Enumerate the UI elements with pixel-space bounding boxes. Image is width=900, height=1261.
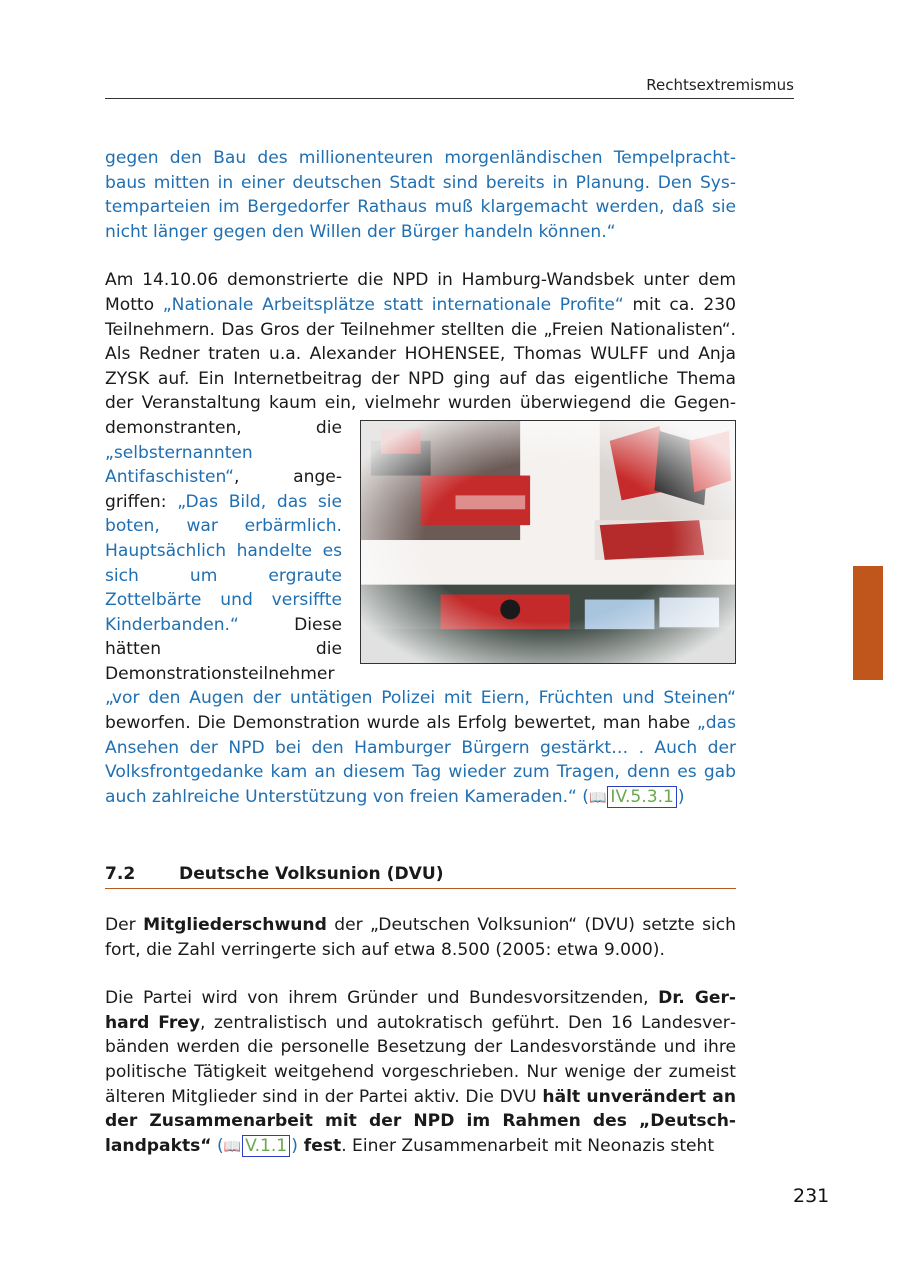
chapter-tab: [853, 566, 883, 680]
page-body: [105, 146, 736, 1159]
body-text: der „Deutschen Volksunion“ (DVU) setzte sich fort, die Zahl verringerte sich auf etwa 8.500 (2005: etwa 9.000).: [105, 915, 736, 960]
running-title: Rechtsextremismus: [646, 76, 794, 94]
membership-paragraph: [105, 913, 736, 962]
book-icon: 📖: [588, 789, 607, 806]
book-icon: 📖: [223, 1138, 242, 1155]
body-text: Am 14.10.06 demonstrierte die NPD in Hamburg-Wandsbek unter dem Motto: [105, 270, 736, 315]
demonstration-paragraph: [105, 268, 736, 810]
body-text: Diese hätten die Demonstrationsteilnehmer: [105, 614, 342, 684]
antifa-quote: „selbsternannten Antifaschisten“: [105, 442, 253, 488]
body-text: , zentralistisch und autokratisch geführt. Den 16 Landesverbänden werden die personelle Besetzung der Landesvorstände und ihre politische Tätigkeit weitgehend vorgeschrieben. Nur wenige der zumeist älteren Mitglieder sind in der Partei aktiv. Die DVU: [105, 1012, 736, 1107]
body-text: Der: [105, 915, 144, 936]
body-text: Die Partei wird von ihrem Gründer und Bundesvorsitzenden,: [105, 988, 659, 1009]
section-heading: [105, 862, 736, 889]
body-text: , angegriffen:: [105, 467, 342, 512]
cross-reference-link[interactable]: V.1.1: [242, 1135, 290, 1157]
header-rule: [105, 98, 794, 99]
quote-paragraph: [105, 146, 736, 244]
page-number: 231: [793, 1185, 830, 1207]
section-number: 7.2: [105, 864, 136, 885]
body-text: beworfen. Die Demonstration wurde als Erfolg bewertet, man habe: [105, 713, 697, 734]
cross-reference-link[interactable]: IV.5.3.1: [607, 786, 676, 808]
emphasis-text: Dr. Gerhard Frey: [105, 988, 736, 1033]
emphasis-text: hält unverändert an der Zusammenarbeit mit der NPD im Rahmen des „Deutschlandpakts“: [105, 1086, 736, 1156]
body-text: mit ca. 230 Teilnehmern. Das Gros der Teilnehmer stellten die „Freien Nationalisten“. Als Redner traten u.a. Alexander HOHENSEE, Thomas WULFF und Anja ZYSK auf. Ein Internetbeitrag der NPD ging auf das eigentliche Thema der Veranstaltung kaum ein, vielmehr wurden überwiegend die Gegendemonstranten, die: [105, 294, 736, 438]
ref-bracket: ): [677, 786, 685, 807]
ref-bracket: ): [291, 1135, 298, 1156]
cross-reference: [212, 1136, 298, 1156]
image-quote: „Das Bild, das sie boten, war erbärmlich. Hauptsächlich handelte es sich um ergraute Zottelbärte und versiffte Kinderbanden.“: [105, 491, 342, 635]
motto-quote: „Nationale Arbeitsplätze statt internationale Profite“: [162, 294, 624, 315]
emphasis-text: fest: [297, 1135, 342, 1156]
police-quote: „vor den Augen der untätigen Polizei mit Eiern, Früchten und Steinen“: [105, 688, 736, 709]
success-quote: „das Ansehen der NPD bei den Hamburger Bürgern gestärkt… . Auch der Volksfrontgedanke kam an diesem Tag wieder zum Tragen, denn es gab auch zahlreiche Unterstützung von freien Kameraden.“: [105, 713, 736, 807]
leadership-paragraph: [105, 986, 736, 1159]
ref-bracket: (: [576, 786, 589, 807]
body-text: . Einer Zusammenarbeit mit Neonazis steht: [341, 1135, 715, 1156]
ref-bracket: (: [211, 1135, 224, 1156]
section-title: Deutsche Volksunion (DVU): [179, 864, 444, 885]
quote-text: gegen den Bau des millionenteuren morgenländischen Tempelprachtbaus mitten in einer deutschen Stadt sind bereits in Planung. Den Systemparteien im Bergedorfer Rathaus muß klargemacht werden, daß sie nicht länger gegen den Willen der Bürger handeln können.“: [105, 148, 736, 242]
cross-reference: [577, 787, 685, 807]
demonstration-photo: [360, 420, 736, 664]
emphasis-text: Mitgliederschwund: [143, 915, 327, 936]
